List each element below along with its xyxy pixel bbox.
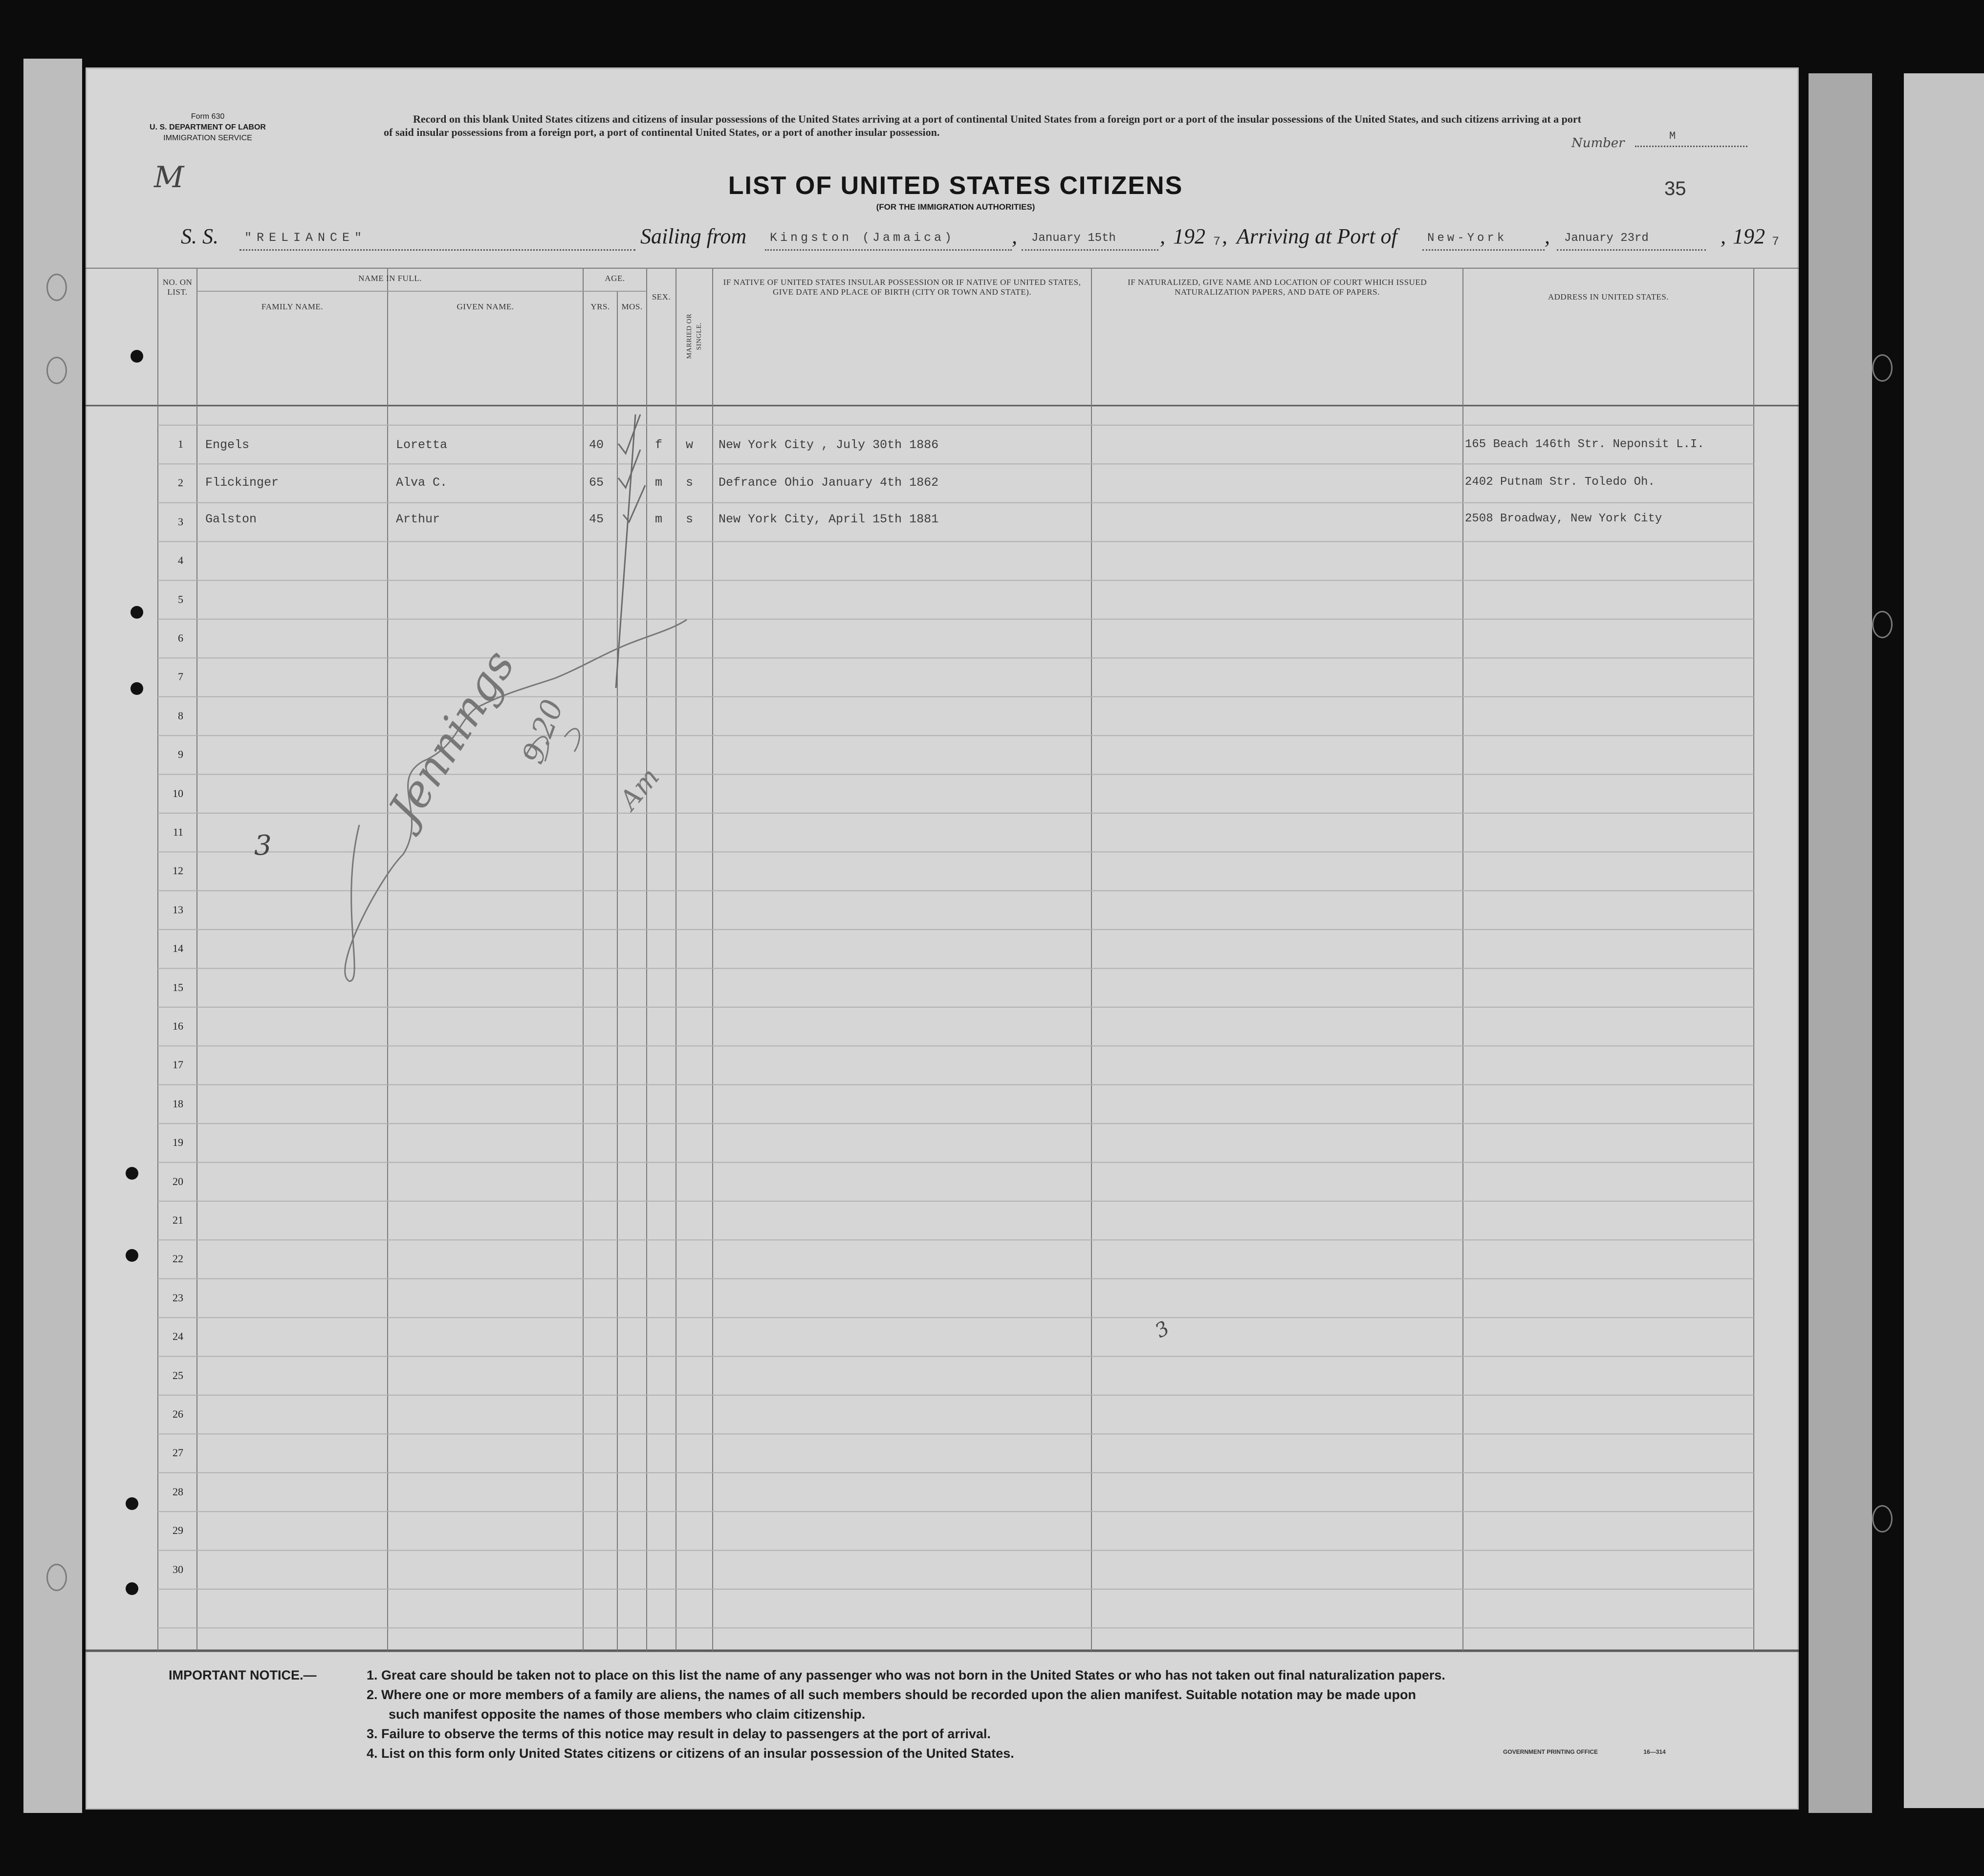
row-family-name: Engels	[205, 438, 250, 452]
arrival-date-line	[1557, 249, 1706, 251]
row-number: 24	[173, 1330, 183, 1343]
col-family-name: FAMILY NAME.	[261, 302, 324, 311]
row-birth: New York City, April 15th 1881	[719, 512, 939, 526]
notice-item-3: 3. Failure to observe the terms of this notice may result in delay to passengers at the port of arrival.	[367, 1726, 991, 1741]
binding-ring	[1872, 354, 1893, 382]
row-number: 17	[173, 1058, 183, 1071]
number-label: Number	[1571, 136, 1625, 151]
time-note: 9.20	[516, 695, 570, 768]
row-number: 25	[173, 1369, 183, 1381]
row-number: 27	[173, 1446, 183, 1459]
row-number: 16	[173, 1020, 183, 1032]
printer-imprint	[1503, 1748, 1747, 1755]
row-number: 4	[178, 554, 183, 567]
instructions-text: Record on this blank United States citizens and citizens of insular possessions of the United States arriving at a port of continental United States from a foreign port or a port of the insular possessions of the United States, and such citizens arriving at a port of said insular possessions from a foreign port, a port of continental United States, or a port of another insular possession.	[384, 113, 1581, 138]
col-sex: SEX.	[652, 292, 671, 302]
punch-hole	[126, 1167, 138, 1180]
row-number: 6	[178, 632, 183, 644]
page-number: 35	[1664, 178, 1686, 199]
departure-year-digit: 7	[1213, 235, 1221, 249]
row-number: 12	[173, 864, 183, 877]
row-address: 165 Beach 146th Str. Neponsit L.I.	[1465, 438, 1704, 451]
department: U. S. DEPARTMENT OF LABOR	[150, 123, 266, 131]
notice-item-2: 2. Where one or more members of a family are aliens, the names of all such members should be recorded upon the alien manifest. Suitable notation may be made upon	[367, 1687, 1417, 1702]
row-family-name: Galston	[205, 512, 257, 526]
col-birth: IF NATIVE OF UNITED STATES INSULAR POSSESSION OR IF NATIVE OF UNITED STATES, GIVE DATE AND PLACE OF BIRTH (CITY OR TOWN AND STATE).	[723, 278, 1081, 297]
time-suffix: Am	[613, 761, 666, 816]
row-number: 28	[173, 1485, 183, 1498]
row-number: 10	[173, 787, 183, 799]
notice-item-1: 1. Great care should be taken not to place on this list the name of any passenger who was not born in the United States or who has not taken out final naturalization papers.	[367, 1668, 1445, 1682]
notice-item-4: 4. List on this form only United States citizens or citizens of an insular possession of the United States.	[367, 1746, 1014, 1761]
departure-date-line	[1022, 249, 1158, 251]
row-sex: f	[655, 438, 663, 452]
comma-4: ,	[1545, 224, 1550, 248]
row-number: 29	[173, 1524, 183, 1537]
sailing-from-label: Sailing from	[640, 224, 747, 248]
row-number: 18	[173, 1097, 183, 1110]
col-no-on-list: NO. ON LIST.	[162, 278, 193, 297]
row-marital-status: w	[686, 438, 694, 452]
departure-year-prefix: 192	[1173, 224, 1205, 248]
arrival-year-digit: 7	[1772, 235, 1780, 249]
row-number: 5	[178, 593, 183, 605]
form-info	[134, 111, 281, 144]
binding-ring	[46, 1564, 67, 1591]
row-number: 26	[173, 1408, 183, 1420]
row-birth: New York City , July 30th 1886	[719, 438, 939, 452]
notice-item-2-cont: such manifest opposite the names of those members who claim citizenship.	[389, 1707, 866, 1722]
punch-hole	[131, 682, 143, 695]
right-binding-strip	[1809, 73, 1872, 1813]
row-number: 23	[173, 1291, 183, 1304]
comma-3: ,	[1222, 224, 1227, 248]
row-marital-status: s	[686, 512, 694, 526]
binding-ring	[46, 357, 67, 384]
stamp-mark: 3	[1151, 1316, 1174, 1343]
col-name-in-full: NAME IN FULL.	[358, 274, 422, 283]
row-age-years: 40	[589, 438, 604, 452]
arrival-year-prefix: 192	[1733, 224, 1765, 248]
ss-label: S. S.	[181, 224, 218, 248]
manifest-sheet	[86, 67, 1799, 1810]
col-given-name: GIVEN NAME.	[457, 302, 514, 311]
binding-ring	[1872, 611, 1893, 638]
binding-ring	[46, 274, 67, 301]
punch-hole	[131, 606, 143, 619]
col-married-single: MARRIED OR SINGLE.	[686, 313, 703, 359]
from-port: Kingston (Jamaica)	[770, 231, 955, 245]
voyage-line	[181, 224, 1789, 258]
row-number: 2	[178, 476, 183, 489]
left-adjacent-page-edge	[23, 59, 82, 1813]
departure-date: January 15th	[1031, 232, 1116, 245]
row-number: 7	[178, 670, 183, 683]
row-number: 9	[178, 748, 183, 761]
arrival-date: January 23rd	[1564, 232, 1649, 245]
from-port-line	[765, 249, 1012, 251]
ship-line	[240, 249, 635, 251]
printer-name: GOVERNMENT PRINTING OFFICE	[1503, 1748, 1598, 1755]
signature: Jennings	[379, 641, 525, 833]
row-given-name: Loretta	[396, 438, 448, 452]
row-number: 8	[178, 709, 183, 722]
pencil-check-marks	[86, 268, 1799, 1656]
page-subtitle: (FOR THE IMMIGRATION AUTHORITIES)	[876, 202, 1035, 212]
arriving-label: Arriving at Port of	[1237, 224, 1397, 248]
punch-hole	[126, 1582, 138, 1595]
row-birth: Defrance Ohio January 4th 1862	[719, 475, 939, 490]
row-number: 1	[178, 438, 183, 450]
row-number: 19	[173, 1136, 183, 1149]
page-title: LIST OF UNITED STATES CITIZENS	[728, 172, 1183, 200]
row-number: 22	[173, 1252, 183, 1265]
service: IMMIGRATION SERVICE	[163, 134, 252, 142]
arrival-port-line	[1422, 249, 1545, 251]
row-number: 14	[173, 942, 183, 955]
form-number: Form 630	[191, 112, 225, 121]
row-age-years: 45	[589, 512, 604, 526]
notice-heading: IMPORTANT NOTICE.—	[169, 1668, 317, 1682]
comma-1: ,	[1012, 224, 1017, 248]
comma-5: ,	[1721, 224, 1726, 248]
row-family-name: Flickinger	[205, 475, 279, 490]
col-age: AGE.	[605, 274, 625, 283]
row-age-years: 65	[589, 475, 604, 490]
col-mos: MOS.	[621, 302, 643, 311]
punch-hole	[126, 1249, 138, 1262]
count-mark: 3	[254, 830, 272, 862]
comma-2: ,	[1160, 224, 1165, 248]
row-given-name: Alva C.	[396, 475, 448, 490]
row-marital-status: s	[686, 475, 694, 490]
row-number: 21	[173, 1214, 183, 1226]
number-line	[1635, 146, 1747, 147]
col-address: ADDRESS IN UNITED STATES.	[1548, 292, 1669, 302]
punch-hole	[131, 350, 143, 363]
arrival-port: New-York	[1427, 232, 1507, 245]
row-number: 11	[173, 826, 183, 838]
row-given-name: Arthur	[396, 512, 440, 526]
row-sex: m	[655, 512, 663, 526]
row-number: 20	[173, 1175, 183, 1187]
row-number: 13	[173, 903, 183, 916]
printer-code: 16—314	[1643, 1748, 1666, 1755]
binding-ring	[1872, 1505, 1893, 1532]
right-adjacent-page-edge	[1904, 73, 1984, 1808]
ship-name: "RELIANCE"	[244, 231, 367, 245]
row-address: 2402 Putnam Str. Toledo Oh.	[1465, 475, 1655, 489]
number-field	[1571, 130, 1757, 155]
row-number: 15	[173, 981, 183, 993]
margin-mark: M	[154, 160, 184, 194]
col-naturalized: IF NATURALIZED, GIVE NAME AND LOCATION OF COURT WHICH ISSUED NATURALIZATION PAPERS, AND DATE OF PAPERS.	[1127, 278, 1427, 297]
row-address: 2508 Broadway, New York City	[1465, 512, 1662, 525]
citizens-table	[86, 268, 1799, 1656]
punch-hole	[126, 1497, 138, 1510]
number-value: M	[1669, 130, 1676, 142]
row-number: 3	[178, 515, 183, 528]
row-number: 30	[173, 1563, 183, 1575]
col-yrs: YRS.	[590, 302, 610, 311]
row-sex: m	[655, 475, 663, 490]
